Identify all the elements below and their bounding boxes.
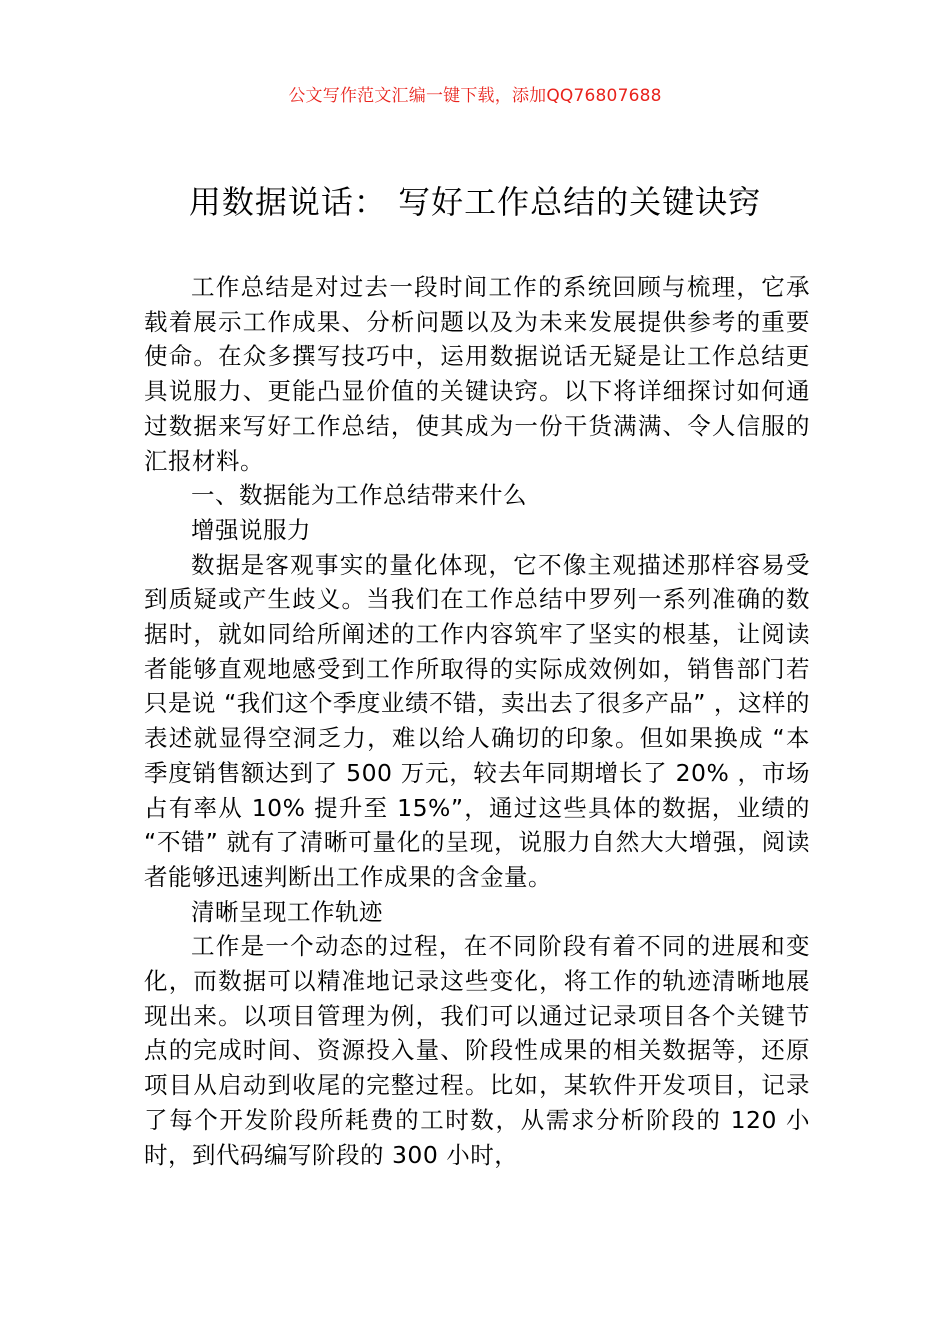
subsection-paragraph: 工作是一个动态的过程，在不同阶段有着不同的进展和变化，而数据可以精准地记录这些变化，将工作的轨迹清晰地展现出来。以项目管理为例，我们可以通过记录项目各个关键节点的完成时间、资源投入量、阶段性成果的相关数据等，还原项目从启动到收尾的完整过程。比如，某软件开发项目，记录了每个开发阶段所耗费的工时数，从需求分析阶段的 120 小时，到代码编写阶段的 300 小时， bbox=[144, 932, 810, 1169]
subsection-paragraph: 数据是客观事实的量化体现，它不像主观描述那样容易受到质疑或产生歧义。当我们在工作总结中罗列一系列准确的数据时，就如同给所阐述的工作内容筑牢了坚实的根基，让阅读者能够直观地感受到工作所取得的实际成效例如，销售部门若只是说 “我们这个季度业绩不错，卖出去了很多产品” ，这样的表述就显得空洞乏力，难以给人确切的印象。但如果换成 “本季度销售额达到了 500 万元，较去年同期增长了 20% ，市场占有率从 10% 提升至 15%”，通过这些具体的数据，业绩的 “不错” 就有了清晰可量化的呈现，说服力自然大大增强，阅读者能够迅速判断出工作成果的含金量。 bbox=[144, 550, 810, 891]
download-banner: 公文写作范文汇编一键下载，添加QQ76807688 bbox=[288, 86, 662, 106]
subsection-heading: 清晰呈现工作轨迹 bbox=[191, 897, 383, 926]
subsection-heading: 增强说服力 bbox=[191, 515, 311, 544]
section-heading: 一、数据能为工作总结带来什么 bbox=[191, 481, 527, 510]
document-body bbox=[144, 270, 810, 1172]
document-title: 用数据说话： 写好工作总结的关键诀窍 bbox=[188, 183, 762, 221]
intro-paragraph: 工作总结是对过去一段时间工作的系统回顾与梳理，它承载着展示工作成果、分析问题以及为未来发展提供参考的重要使命。在众多撰写技巧中，运用数据说话无疑是让工作总结更具说服力、更能凸显价值的关键诀窍。以下将详细探讨如何通过数据来写好工作总结，使其成为一份干货满满、令人信服的汇报材料。 bbox=[144, 273, 810, 475]
